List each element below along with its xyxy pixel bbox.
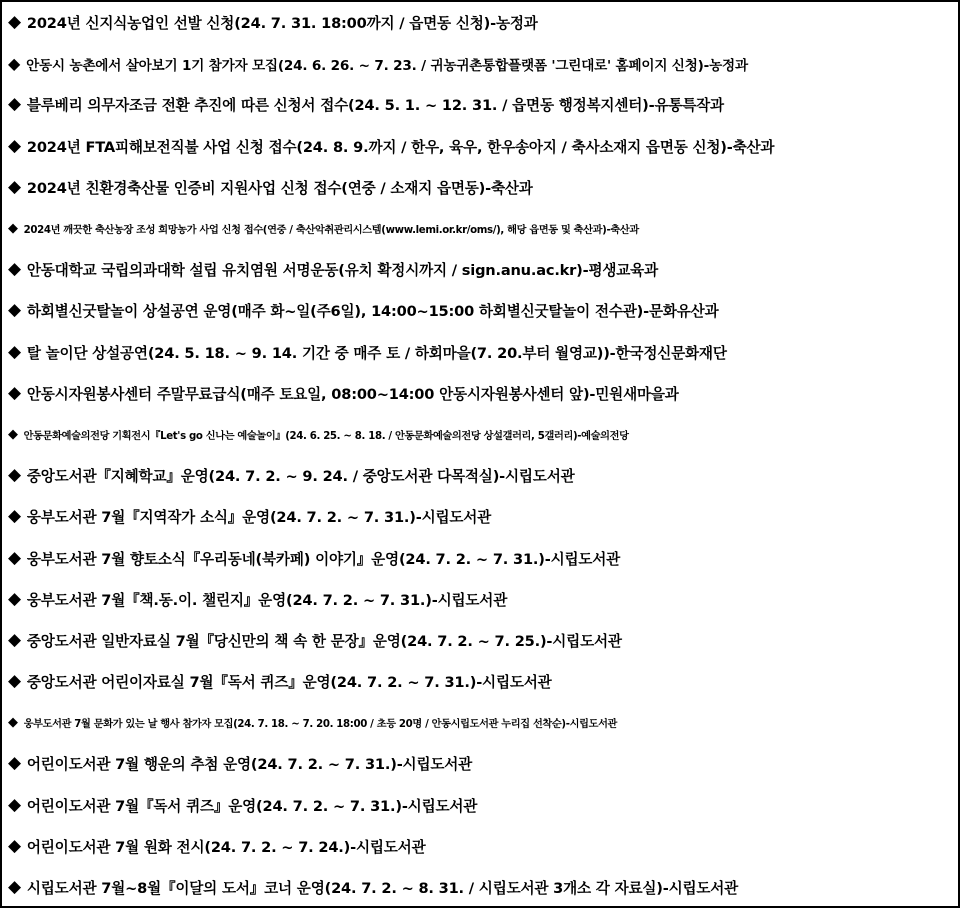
- notice-text: 2024년 깨끗한 축산농장 조성 희망농가 사업 신청 접수(연중 / 축산악취관리시스템(www.lemi.or.kr/oms/), 해당 읍면동 및 축산과)-축산과: [23, 225, 639, 237]
- notice-text: 어린이도서관 7월 행운의 추첨 운영(24. 7. 2. ~ 7. 31.)-시립도서관: [26, 756, 473, 774]
- notice-item: [8, 702, 952, 743]
- notice-item: [8, 826, 952, 867]
- notice-text: 시립도서관 7월~8월『이달의 도서』코너 운영(24. 7. 2. ~ 8. 31. / 시립도서관 3개소 각 자료실)-시립도서관: [26, 880, 739, 898]
- notice-text: 중앙도서관 어린이자료실 7월『독서 퀴즈』운영(24. 7. 2. ~ 7. 31.)-시립도서관: [26, 674, 552, 692]
- notice-text: 2024년 친환경축산물 인증비 지원사업 신청 접수(연중 / 소재지 읍면동)-축산과: [26, 179, 533, 197]
- diamond-bullet-icon: ◆: [8, 715, 18, 731]
- diamond-bullet-icon: ◆: [8, 835, 21, 856]
- notice-text: 안동문화예술의전당 기획전시『Let's go 신나는 예술놀이』(24. 6. 25. ~ 8. 18. / 안동문화예술의전당 상설갤러리, 5갤러리)-예술의전당: [23, 430, 629, 442]
- notice-text: 중앙도서관『지혜학교』운영(24. 7. 2. ~ 9. 24. / 중앙도서관 다목적실)-시립도서관: [26, 468, 575, 486]
- notice-text: 탈 놀이단 상설공연(24. 5. 18. ~ 9. 14. 기간 중 매주 토 / 하회마을(7. 20.부터 월영교))-한국정신문화재단: [26, 344, 727, 362]
- diamond-bullet-icon: ◆: [8, 629, 21, 650]
- notice-text: 웅부도서관 7월『지역작가 소식』운영(24. 7. 2. ~ 7. 31.)-시립도서관: [26, 509, 492, 527]
- notice-item: [8, 43, 952, 84]
- notice-text: 웅부도서관 7월 문화가 있는 날 행사 참가자 모집(24. 7. 18. ~ 7. 20. 18:00 / 초등 20명 / 안동시립도서관 누리집 선착순)-시립도서관: [23, 719, 618, 731]
- diamond-bullet-icon: ◆: [8, 12, 21, 33]
- notice-text: 안동시 농촌에서 살아보기 1기 참가자 모집(24. 6. 26. ~ 7. 23. / 귀농귀촌통합플랫폼 '그린대로' 홈페이지 신청)-농정과: [26, 57, 748, 74]
- notice-text: 2024년 신지식농업인 선발 신청(24. 7. 31. 18:00까지 / 읍면동 신청)-농정과: [26, 15, 538, 33]
- notice-item: [8, 743, 952, 784]
- notice-text: 안동대학교 국립의과대학 설립 유치염원 서명운동(유치 확정시까지 / sign.anu.ac.kr)-평생교육과: [26, 262, 658, 280]
- diamond-bullet-icon: ◆: [8, 753, 21, 774]
- diamond-bullet-icon: ◆: [8, 300, 21, 321]
- notice-item: [8, 620, 952, 661]
- diamond-bullet-icon: ◆: [8, 94, 21, 115]
- notice-item: [8, 126, 952, 167]
- notice-text: 2024년 FTA피해보전직불 사업 신청 접수(24. 8. 9.까지 / 한우, 육우, 한우송아지 / 축사소재지 읍면동 신청)-축산과: [26, 138, 775, 156]
- notice-item: [8, 2, 952, 43]
- diamond-bullet-icon: ◆: [8, 465, 21, 486]
- notice-list: [8, 2, 952, 908]
- diamond-bullet-icon: ◆: [8, 794, 21, 815]
- diamond-bullet-icon: ◆: [8, 426, 18, 442]
- notice-text: 하회별신굿탈놀이 상설공연 운영(매주 화~일(주6일), 14:00~15:00 하회별신굿탈놀이 전수관)-문화유산과: [26, 303, 719, 321]
- notice-item: [8, 84, 952, 125]
- notice-item: [8, 867, 952, 908]
- notice-item: [8, 249, 952, 290]
- diamond-bullet-icon: ◆: [8, 547, 21, 568]
- notice-item: [8, 208, 952, 249]
- notice-item: [8, 167, 952, 208]
- diamond-bullet-icon: ◆: [8, 671, 21, 692]
- notice-item: [8, 414, 952, 455]
- notice-text: 안동시자원봉사센터 주말무료급식(매주 토요일, 08:00~14:00 안동시자원봉사센터 앞)-민원새마을과: [26, 385, 679, 403]
- notice-text: 어린이도서관 7월 원화 전시(24. 7. 2. ~ 7. 24.)-시립도서관: [26, 838, 426, 856]
- diamond-bullet-icon: ◆: [8, 877, 21, 898]
- diamond-bullet-icon: ◆: [8, 53, 21, 73]
- diamond-bullet-icon: ◆: [8, 341, 21, 362]
- diamond-bullet-icon: ◆: [8, 588, 21, 609]
- notice-item: [8, 332, 952, 373]
- diamond-bullet-icon: ◆: [8, 506, 21, 527]
- notice-text: 중앙도서관 일반자료실 7월『당신만의 책 속 한 문장』운영(24. 7. 2. ~ 7. 25.)-시립도서관: [26, 632, 622, 650]
- diamond-bullet-icon: ◆: [8, 135, 21, 156]
- notice-item: [8, 455, 952, 496]
- diamond-bullet-icon: ◆: [8, 176, 21, 197]
- notice-item: [8, 579, 952, 620]
- diamond-bullet-icon: ◆: [8, 382, 21, 403]
- notice-text: 블루베리 의무자조금 전환 추진에 따른 신청서 접수(24. 5. 1. ~ 12. 31. / 읍면동 행정복지센터)-유통특작과: [26, 97, 724, 115]
- notice-item: [8, 290, 952, 331]
- diamond-bullet-icon: ◆: [8, 221, 18, 237]
- notice-item: [8, 661, 952, 702]
- diamond-bullet-icon: ◆: [8, 259, 21, 280]
- notice-item: [8, 373, 952, 414]
- notice-text: 웅부도서관 7월『책.동.이. 챌린지』운영(24. 7. 2. ~ 7. 31.)-시립도서관: [26, 591, 508, 609]
- notice-item: [8, 537, 952, 578]
- notice-text: 어린이도서관 7월『독서 퀴즈』운영(24. 7. 2. ~ 7. 31.)-시립도서관: [26, 797, 478, 815]
- notice-item: [8, 785, 952, 826]
- notice-item: [8, 496, 952, 537]
- notice-text: 웅부도서관 7월 향토소식『우리동네(북카페) 이야기』운영(24. 7. 2. ~ 7. 31.)-시립도서관: [26, 550, 621, 568]
